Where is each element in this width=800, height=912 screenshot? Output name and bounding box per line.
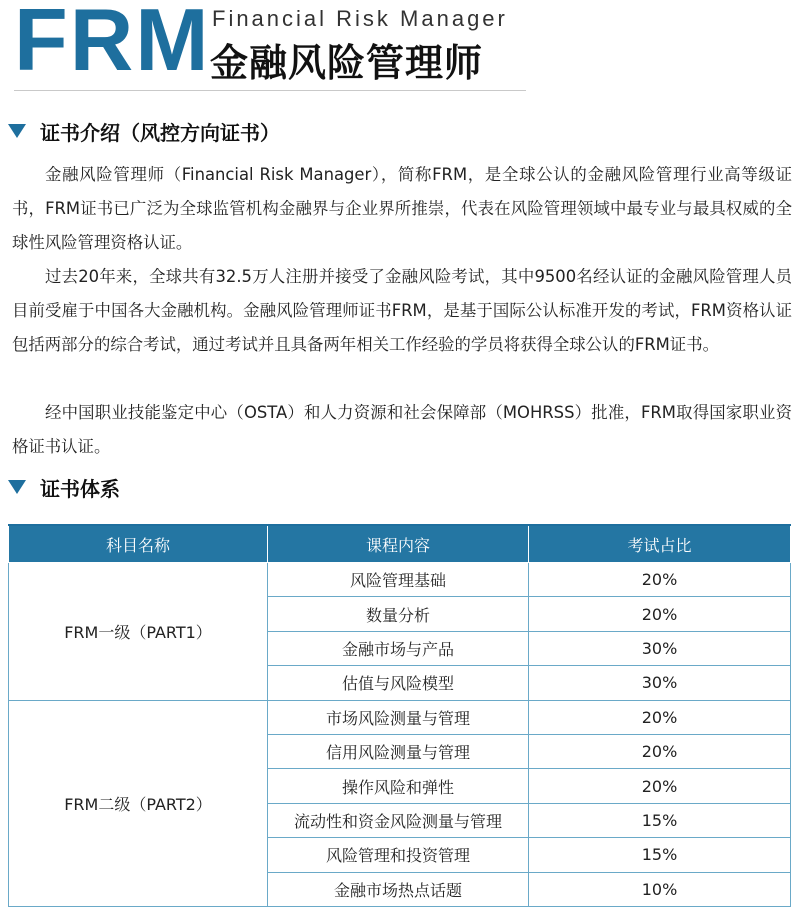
ratio-cell: 20% <box>529 563 791 597</box>
ratio-cell: 15% <box>529 838 791 872</box>
ratio-cell: 20% <box>529 597 791 631</box>
ratio-cell: 10% <box>529 872 791 906</box>
course-cell: 数量分析 <box>268 597 529 631</box>
column-header-ratio: 考试占比 <box>529 525 791 563</box>
level-cell-part1: FRM一级（PART1） <box>9 563 268 701</box>
column-header-course: 课程内容 <box>268 525 529 563</box>
course-cell: 信用风险测量与管理 <box>268 734 529 768</box>
header-divider <box>14 90 526 91</box>
course-cell: 市场风险测量与管理 <box>268 700 529 734</box>
triangle-down-icon <box>8 480 26 494</box>
ratio-cell: 20% <box>529 769 791 803</box>
intro-paragraph-3: 经中国职业技能鉴定中心（OSTA）和人力资源和社会保障部（MOHRSS）批准，FRM取得国家职业资格证书认证。 <box>12 403 792 456</box>
section-heading-system-text: 证书体系 <box>40 476 120 501</box>
intro-paragraph-2: 过去20年来，全球共有32.5万人注册并接受了金融风险考试，其中9500名经认证的金融风险管理人员目前受雇于中国各大金融机构。金融风险管理师证书FRM，是基于国际公认标准开发的考试，FRM资格认证包括两部分的综合考试，通过考试并且具备两年相关工作经验的学员将获得全球公认的FRM证书。 <box>12 267 792 354</box>
title-chinese: 金融风险管理师 <box>210 41 484 85</box>
section-heading-intro-text: 证书介绍（风控方向证书） <box>40 120 280 145</box>
certificate-table <box>8 524 791 907</box>
section-heading-system <box>8 472 120 502</box>
title-english: Financial Risk Manager <box>212 6 508 31</box>
course-cell: 估值与风险模型 <box>268 666 529 700</box>
course-cell: 操作风险和弹性 <box>268 769 529 803</box>
table-row <box>9 563 791 597</box>
ratio-cell: 30% <box>529 631 791 665</box>
page-header <box>0 0 800 92</box>
course-cell: 金融市场热点话题 <box>268 872 529 906</box>
ratio-cell: 20% <box>529 734 791 768</box>
ratio-cell: 15% <box>529 803 791 837</box>
intro-paragraph-1: 金融风险管理师（Financial Risk Manager），简称FRM，是全球公认的金融风险管理行业高等级证书，FRM证书已广泛为全球监管机构金融界与企业界所推崇，代表在风险管理领域中最专业与最具权威的全球性风险管理资格认证。 <box>12 165 792 252</box>
level-cell-part2: FRM二级（PART2） <box>9 700 268 906</box>
table-row <box>9 700 791 734</box>
triangle-down-icon <box>8 124 26 138</box>
course-cell: 风险管理基础 <box>268 563 529 597</box>
ratio-cell: 30% <box>529 666 791 700</box>
section-heading-intro <box>8 116 280 146</box>
column-header-subject: 科目名称 <box>9 525 268 563</box>
course-cell: 流动性和资金风险测量与管理 <box>268 803 529 837</box>
ratio-cell: 20% <box>529 700 791 734</box>
course-cell: 风险管理和投资管理 <box>268 838 529 872</box>
frm-logo: FRM <box>14 0 211 89</box>
course-cell: 金融市场与产品 <box>268 631 529 665</box>
table-header-row <box>9 525 791 563</box>
